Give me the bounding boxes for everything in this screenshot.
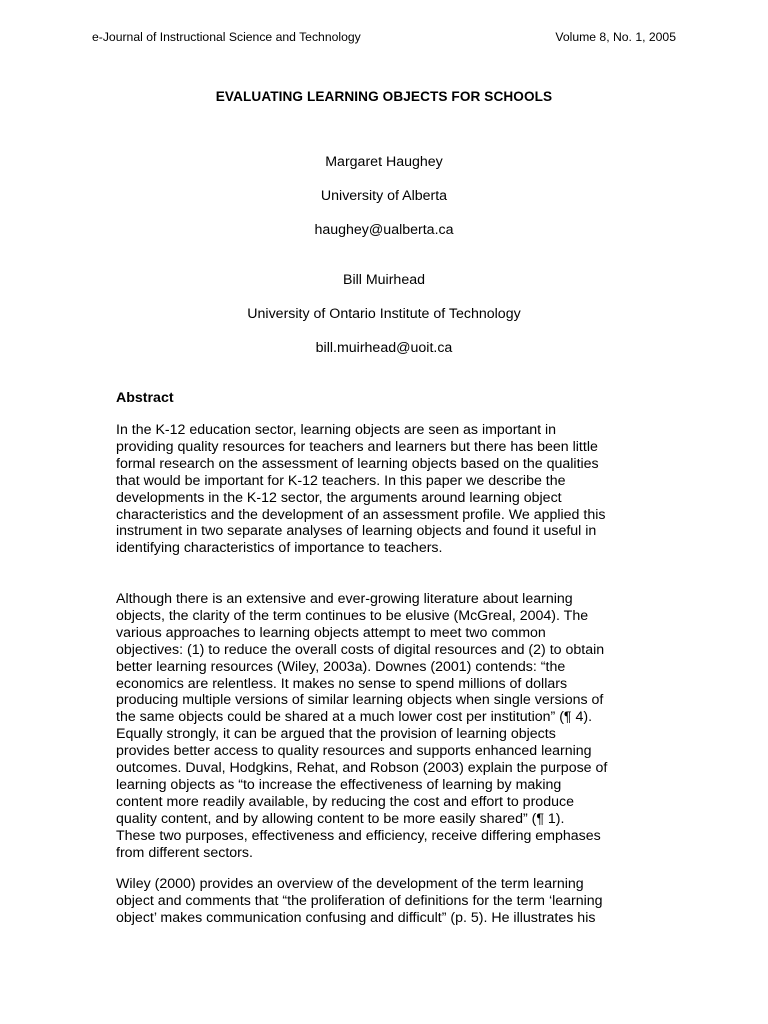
author-email[interactable]: haughey@ualberta.ca (314, 222, 454, 238)
text-line: providing quality resources for teachers and learners but there has been little (116, 438, 598, 455)
text-line: that would be important for K-12 teachers. In this paper we describe the (116, 472, 566, 489)
text-line: object and comments that “the proliferation of definitions for the term ‘learning (116, 892, 603, 909)
text-line: various approaches to learning objects attempt to meet two common (116, 624, 546, 641)
author-name: Bill Muirhead (342, 272, 425, 288)
text-line: developments in the K-12 sector, the arguments around learning object (116, 489, 562, 506)
journal-name: e-Journal of Instructional Science and Technology (92, 30, 361, 44)
abstract-paragraph (116, 422, 656, 557)
abstract-heading: Abstract (116, 390, 174, 406)
text-line: In the K-12 education sector, learning objects are seen as important in (116, 422, 557, 438)
text-line: quality content, and by allowing content to be more easily shared” (¶ 1). (116, 810, 565, 827)
author-affiliation: University of Ontario Institute of Technology (247, 306, 521, 322)
text-line: instrument in two separate analyses of learning objects and found it useful in (116, 523, 597, 540)
text-line: formal research on the assessment of learning objects based on the qualities (116, 455, 599, 472)
text-line: objects, the clarity of the term continues to be elusive (McGreal, 2004). The (116, 607, 589, 624)
text-line: object’ makes communication confusing and difficult” (p. 5). He illustrates his (116, 909, 596, 926)
text-line: identifying characteristics of importance to teachers. (116, 540, 443, 557)
text-line: Equally strongly, it can be argued that the provision of learning objects (116, 726, 556, 743)
volume-info: Volume 8, No. 1, 2005 (555, 30, 676, 44)
text-line: from different sectors. (116, 844, 253, 861)
author-affiliation: University of Alberta (320, 188, 448, 204)
text-line: the same objects could be shared at a much lower cost per institution” (¶ 4). (116, 709, 593, 726)
text-line: Wiley (2000) provides an overview of the development of the term learning (116, 876, 584, 892)
text-line: characteristics and the development of an assessment profile. We applied this (116, 506, 606, 523)
text-line: outcomes. Duval, Hodgkins, Rehat, and Robson (2003) explain the purpose of (116, 760, 608, 777)
text-line: provides better access to quality resources and supports enhanced learning (116, 743, 592, 760)
text-line: These two purposes, effectiveness and efficiency, receive differing emphases (116, 827, 601, 844)
text-line: producing multiple versions of similar learning objects when single versions of (116, 692, 604, 709)
text-line: objectives: (1) to reduce the overall costs of digital resources and (2) to obtain (116, 641, 605, 658)
text-line: economics are relentless. It makes no sense to spend millions of dollars (116, 675, 568, 692)
running-header (92, 29, 676, 45)
author-name: Margaret Haughey (325, 154, 443, 170)
text-line: learning objects as “to increase the effectiveness of learning by making (116, 776, 562, 793)
text-line: Although there is an extensive and ever-growing literature about learning (116, 591, 573, 607)
body-paragraph (116, 591, 656, 862)
author-email[interactable]: bill.muirhead@uoit.ca (315, 340, 453, 356)
body-paragraph (116, 876, 656, 927)
text-line: content more readily available, by reducing the cost and effort to produce (116, 793, 574, 810)
paper-title: EVALUATING LEARNING OBJECTS FOR SCHOOLS (215, 89, 553, 104)
text-line: better learning resources (Wiley, 2003a). Downes (2001) contends: “the (116, 658, 566, 675)
